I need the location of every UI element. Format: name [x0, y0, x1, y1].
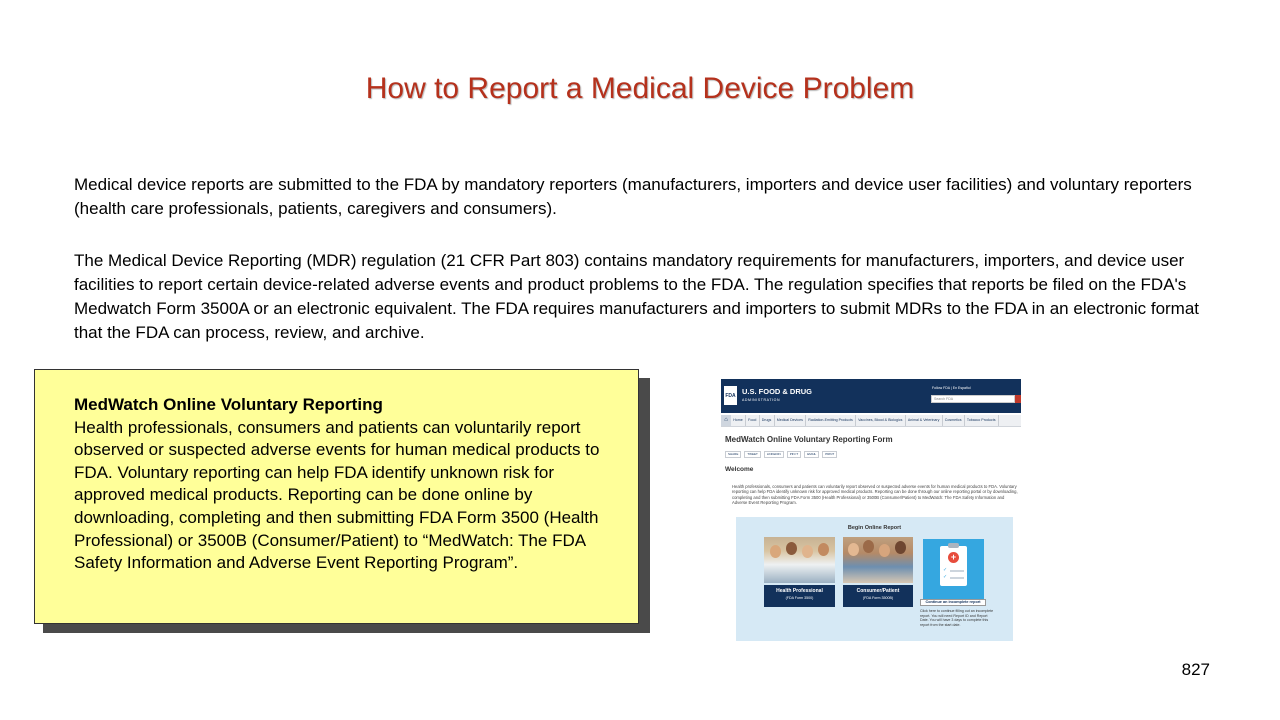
consumers-photo	[843, 537, 913, 583]
fda-agency-name: U.S. FOOD & DRUG	[742, 387, 813, 396]
mdr-regulation-paragraph: The Medical Device Reporting (MDR) regulation (21 CFR Part 803) contains mandatory requirements for manufacturers, importers, and device user facilities to report certain device-related adverse events and product problems to the FDA. The regulation specifies that reports be filed on the FDA's Medwatch Form 3500A or an electronic equivalent. The FDA requires manufacturers and importers to submit MDRs to the FDA in an electronic format that the FDA can process, review, and archive.	[74, 251, 1200, 342]
slide-title: How to Report a Medical Device Problem	[365, 72, 915, 105]
fda-agency-subtitle: ADMINISTRATION	[742, 398, 781, 402]
home-icon: ⌂	[721, 415, 731, 426]
tweet-button: TWEET	[744, 451, 761, 458]
nav-item-home: Home	[731, 415, 746, 426]
page-number: 827	[1181, 660, 1210, 679]
hp-button-title: Health Professional	[776, 588, 823, 594]
begin-report-title: Begin Online Report	[847, 525, 902, 531]
cp-button-subtitle: (FDA Form 3500B)	[862, 596, 894, 600]
nav-item-cosmetics: Cosmetics	[943, 415, 965, 426]
hp-button-subtitle: (FDA Form 3500)	[785, 596, 814, 600]
fda-logo: FDA	[724, 386, 737, 405]
callout-body: Health professionals, consumers and patients can voluntarily report observed or suspected adverse events for human medical products to FDA. Voluntary reporting can help FDA identify unknown risk for approved medical products. Reporting can be done online by downloading, completing and then submitting FDA Form 3500 (Health Professional) or 3500B (Consumer/Patient) to “MedWatch: The FDA Safety Information and Adverse Event Reporting Program”.	[74, 417, 600, 573]
nav-item-drugs: Drugs	[760, 415, 775, 426]
consumer-patient-button	[843, 585, 913, 607]
nav-item-tobacco: Tobacco Products	[965, 415, 999, 426]
fda-header	[721, 379, 1021, 413]
nav-item-medical-devices: Medical Devices	[775, 415, 807, 426]
nav-item-radiation: Radiation-Emitting Products	[806, 415, 856, 426]
fda-search-input: Search FDA	[931, 395, 1015, 403]
cp-button-title: Consumer/Patient	[856, 588, 900, 594]
search-icon	[1015, 395, 1021, 403]
print-button: PRINT	[822, 451, 837, 458]
nav-item-food: Food	[746, 415, 760, 426]
health-professional-button	[764, 585, 835, 607]
continue-report-note: Click here to continue filling out an incomplete report. You will need Report ID and Report Date. You will have 3 days to complete this report from the start date.	[920, 609, 994, 628]
health-professionals-photo	[764, 537, 835, 583]
share-button: SHARE	[725, 451, 741, 458]
linkedin-button: LINKEDIN	[764, 451, 784, 458]
email-button: EMAIL	[804, 451, 819, 458]
nav-item-vaccines: Vaccines, Blood & Biologics	[856, 415, 906, 426]
begin-online-report-panel	[736, 517, 1013, 641]
fda-welcome-heading: Welcome	[725, 466, 754, 473]
medwatch-webpage-screenshot	[721, 379, 1021, 641]
medwatch-callout-box	[34, 369, 639, 624]
callout-heading: MedWatch Online Voluntary Reporting	[74, 395, 383, 414]
fda-description: Health professionals, consumers and patients can voluntarily report observed or suspected adverse events for human medical products to FDA. Voluntary reporting can help FDA identify unknown risk for approved medical products. Reporting can be done through our online reporting portal or by downloading, completing and then submitting FDA Form 3500 (Health Professional) or 3500B (Consumer/Patient) to MedWatch: The FDA Safety Information and Adverse Event Reporting Program.	[732, 484, 1018, 506]
fda-nav-bar	[721, 415, 1021, 427]
pin-button: PIN IT	[787, 451, 802, 458]
continue-incomplete-report-button: Continue an incomplete report	[920, 599, 986, 606]
nav-item-animal: Animal & Veterinary	[906, 415, 943, 426]
intro-paragraph: Medical device reports are submitted to the FDA by mandatory reporters (manufacturers, importers and device user facilities) and voluntary reporters (health care professionals, patients, caregivers and consumers).	[74, 175, 1192, 218]
fda-page-title: MedWatch Online Voluntary Reporting Form	[725, 435, 893, 444]
clipboard-icon: + ✓ ✓	[923, 539, 984, 600]
share-buttons-row	[725, 451, 837, 458]
fda-top-links: Follow FDA | En Español	[932, 386, 971, 390]
